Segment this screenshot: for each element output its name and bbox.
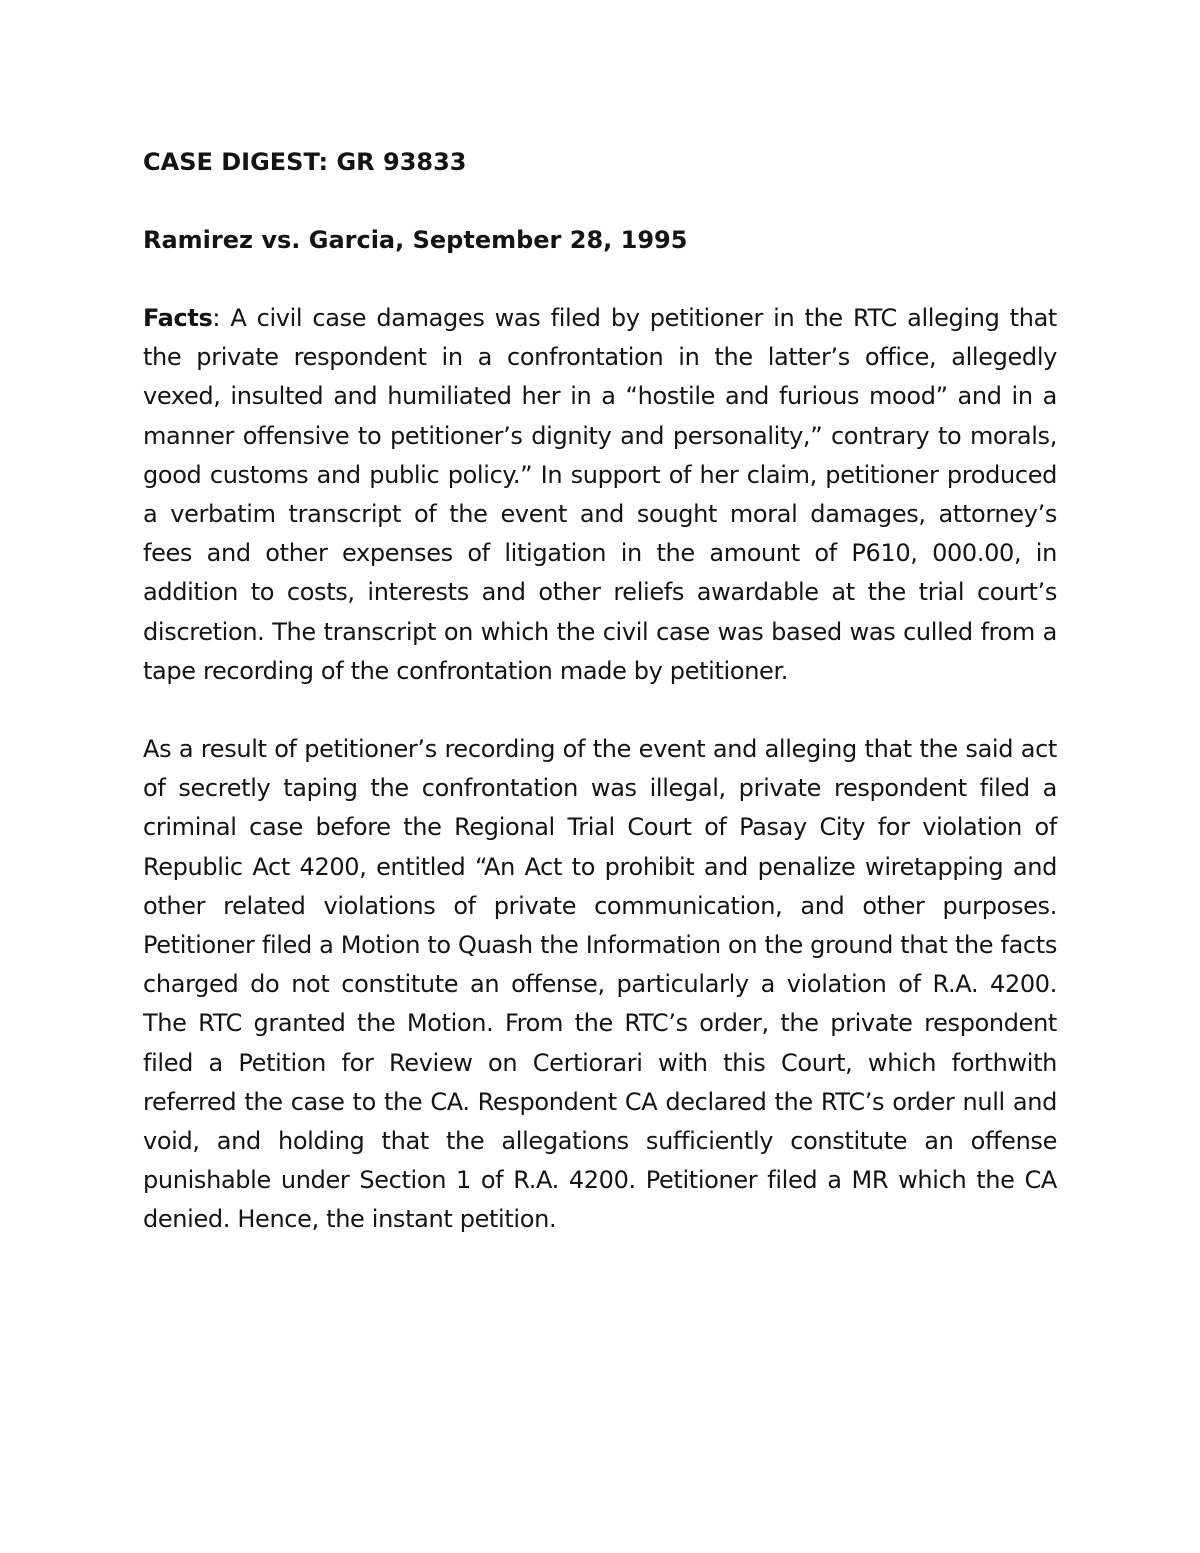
document-title: CASE DIGEST: GR 93833 (143, 148, 467, 176)
facts-label: Facts (143, 304, 213, 332)
document-body (143, 143, 1057, 1279)
procedural-history-paragraph: As a result of petitioner’s recording of the event and alleging that the said act of secretly taping the confrontation was illegal, private respondent filed a criminal case before the Regional Trial Court of Pasay City for violation of Republic Act 4200, entitled “An Act to prohibit and penalize wiretapping and other related violations of private communication, and other purposes. Petitioner filed a Motion to Quash the Information on the ground that the facts charged do not constitute an offense, particularly a violation of R.A. 4200. The RTC granted the Motion. From the RTC’s order, the private respondent filed a Petition for Review on Certiorari with this Court, which forthwith referred the case to the CA. Respondent CA declared the RTC’s order null and void, and holding that the allegations sufficiently constitute an offense punishable under Section 1 of R.A. 4200. Petitioner filed a MR which the CA denied. Hence, the instant petition. (143, 735, 1057, 1234)
case-name-heading: Ramirez vs. Garcia, September 28, 1995 (143, 226, 688, 254)
facts-paragraph (143, 299, 1057, 691)
facts-text: : A civil case damages was filed by petitioner in the RTC alleging that the private respondent in a confrontation in the latter’s office, allegedly vexed, insulted and humiliated her in a “hostile and furious mood” and in a manner offensive to petitioner’s dignity and personality,” contrary to morals, good customs and public policy.” In support of her claim, petitioner produced a verbatim transcript of the event and sought moral damages, attorney’s fees and other expenses of litigation in the amount of P610, 000.00, in addition to costs, interests and other reliefs awardable at the trial court’s discretion. The transcript on which the civil case was based was culled from a tape recording of the confrontation made by petitioner. (143, 304, 1057, 685)
